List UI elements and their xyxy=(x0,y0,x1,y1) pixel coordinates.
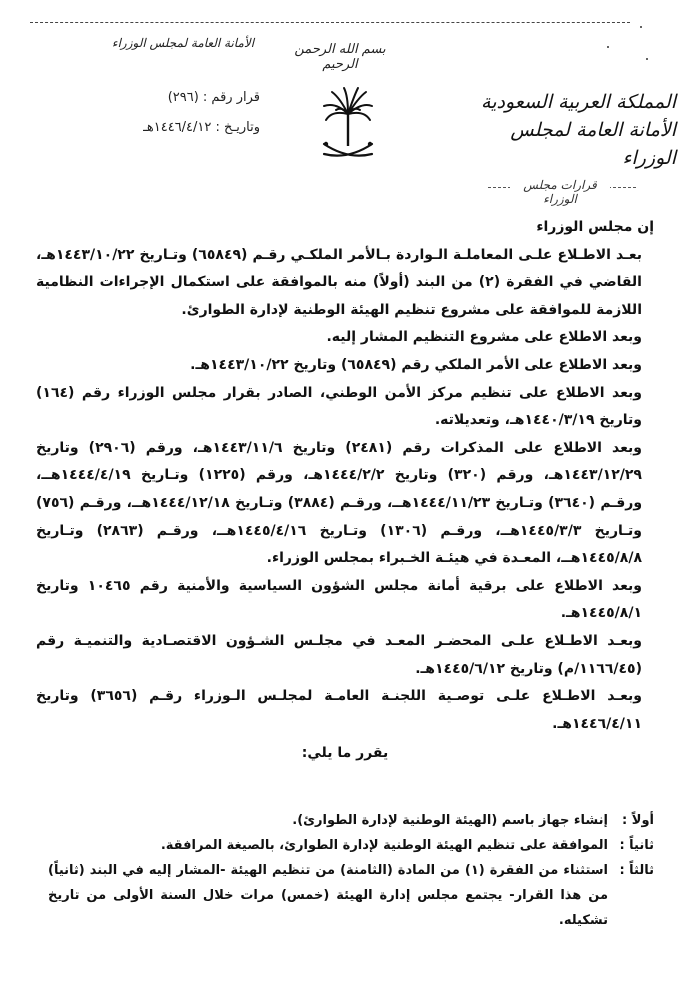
secretariat-stamp: الأمانة العامة لمجلس الوزراء xyxy=(111,36,255,50)
item-text: الموافقة على تنظيم الهيئة الوطنية لإدارة الطوارئ، بالصيغة المرافقة. xyxy=(160,838,608,853)
paragraph: وبعد الاطلاع على الأمر الملكي رقم (٦٥٨٤٩) وتاريخ ١٤٤٣/١٠/٢٢هـ. xyxy=(190,356,642,373)
decision-item xyxy=(48,808,654,833)
scan-speck xyxy=(607,46,609,48)
item-text: إنشاء جهاز باسم (الهيئة الوطنية لإدارة الطوارئ). xyxy=(292,813,608,828)
decision-items xyxy=(48,808,654,933)
saudi-emblem-icon xyxy=(318,84,378,168)
opening-line: إن مجلس الوزراء xyxy=(536,219,654,235)
paragraph: وبعد الاطلاع على برقية أمانة مجلس الشؤون السياسية والأمنية رقم ١٠٤٦٥ وتاريخ ١٤٤٥/٨/١هـ. xyxy=(36,577,642,622)
item-label: ثالثاً : xyxy=(619,863,654,878)
paragraph: وبعد الاطلاع على تنظيم مركز الأمن الوطني، الصادر بقرار مجلس الوزراء رقم (١٦٤) وتاريخ ١٤٤٠/٣/١٩هـ، وتعديلاته. xyxy=(36,384,642,429)
item-label: أولاً : xyxy=(622,813,654,828)
top-border xyxy=(30,22,630,23)
paragraph: وبعد الاطلاع على مشروع التنظيم المشار إليه. xyxy=(326,329,642,346)
scan-speck xyxy=(646,58,648,60)
paragraph: وبعد الاطلاع على المذكرات رقم (٢٤٨١) وتاريخ ١٤٤٣/١١/٦هـ، ورقم (٢٩٠٦) وتاريخ ١٤٤٣/١٢/٢٩هـ، ورقم (٣٢٠) وتاريخ ١٤٤٤/٢/٢هـ، ورقم (١٢٢٥) وتـاريخ ١٤٤٤/٤/١٩هــ، ورقـم (٣٦٤٠) وتـاريخ ١٤٤٤/١١/٢٣هــ، ورقـم (٣٨٨٤) وتـاريخ ١٤٤٤/١٢/١٨هــ، ورقـم (٧٥٦) وتـاريخ ١٤٤٥/٣/٣هــ، ورقـم (١٣٠٦) وتـاريخ ١٤٤٥/٤/١٦هــ، ورقـم (٢٨٦٣) وتـاريخ ١٤٤٥/٨/٨هــ، المعـدة في هيئـة الخـبراء بمجلس الوزراء. xyxy=(36,439,643,567)
decides-heading: يقرر ما يلي: xyxy=(301,745,389,762)
scan-speck xyxy=(640,26,642,28)
decision-item xyxy=(48,858,654,933)
decision-number: قرار رقم : (٢٩٦) xyxy=(167,90,260,105)
kingdom-name: المملكة العربية السعودية xyxy=(481,91,676,113)
decision-date: وتاريـخ : ١٤٤٦/٤/١٢هـ xyxy=(143,120,260,135)
letterhead xyxy=(480,88,676,172)
basmala: بسم الله الرحمن الرحيم xyxy=(294,42,386,72)
item-label: ثانياً : xyxy=(619,838,654,853)
paragraph: بعـد الاطـلاع علـى المعاملـة الـواردة بـالأمر الملكـي رقـم (٦٥٨٤٩) وتـاريخ ١٤٤٣/١٠/٢٢هـ، القاضي في الفقرة (٢) من البند (أولاً) منه بالموافقة على استكمال الإجراءات النظامية اللازمة للموافقة على مشروع تنظيم الهيئة الوطنية لإدارة الطوارئ. xyxy=(36,246,642,318)
secretariat-name: الأمانة العامة لمجلس الوزراء xyxy=(510,119,676,169)
section-title: قرارات مجلس الوزراء xyxy=(510,178,610,206)
decision-body xyxy=(36,214,654,771)
paragraph: وبعـد الاطـلاع علـى المحضـر المعـد في مجلـس الشـؤون الاقتصـادية والتنميـة رقم (١١٦٦/٤٥/م) وتاريخ ١٤٤٥/٦/١٢هـ. xyxy=(36,632,642,677)
paragraph: وبعـد الاطـلاع علـى توصـية اللجنـة العامـة لمجلـس الـوزراء رقـم (٣٦٥٦) وتاريخ ١٤٤٦/٤/١١هـ. xyxy=(36,688,642,732)
decision-item xyxy=(48,833,654,858)
item-text: استثناء من الفقرة (١) من المادة (الثامنة) من تنظيم الهيئة -المشار إليه في البند (ثانياً) من هذا القرار- يجتمع مجلس إدارة الهيئة (خمس) مرات خلال السنة الأولى من تاريخ تشكيله. xyxy=(48,863,609,928)
